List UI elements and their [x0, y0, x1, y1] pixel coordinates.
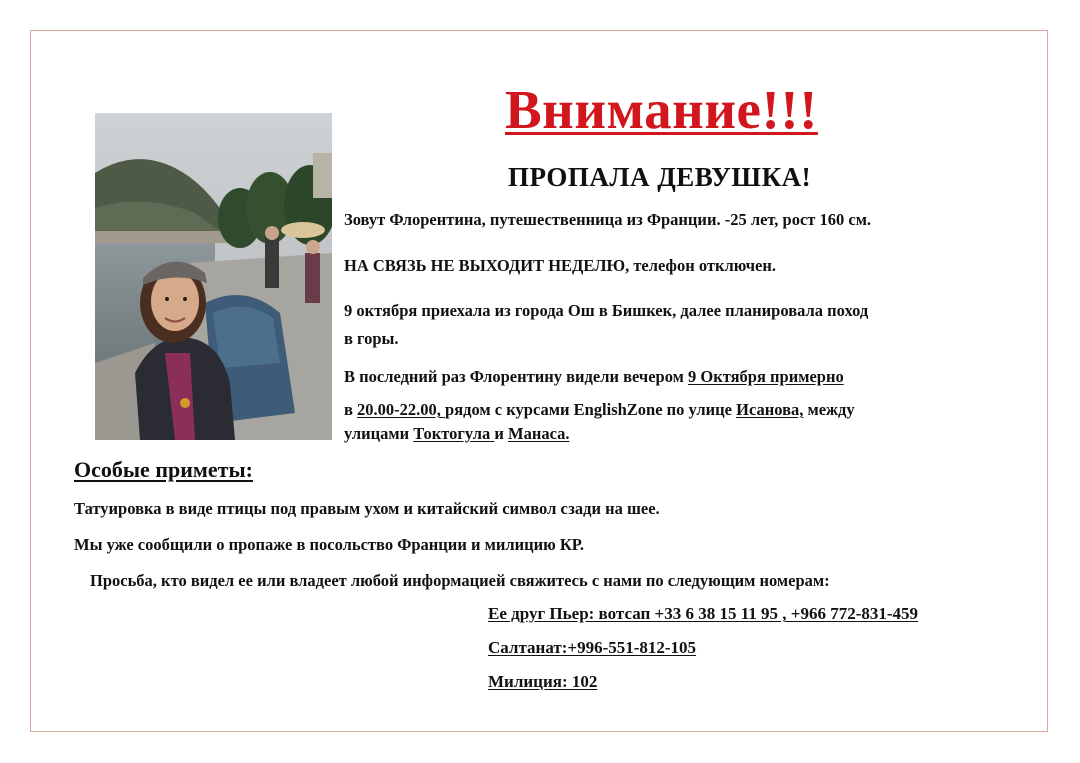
missing-person-photo [95, 113, 332, 440]
last-seen-line2 [344, 400, 855, 420]
last-seen-time: 20.00-22.00, [357, 400, 446, 419]
last-seen-date: 9 Октября примерно [688, 367, 844, 386]
poster-subtitle: ПРОПАЛА ДЕВУШКА! [508, 162, 812, 192]
contact-pierre: Ее друг Пьер: вотсап +33 6 38 15 11 95 , +966 772-831-459 [488, 604, 919, 623]
request-text: Просьба, кто видел ее или владеет любой информацией свяжитесь с нами по следующим номерам: [90, 571, 830, 590]
last-seen-street-manasa: Манаса. [508, 424, 570, 443]
special-marks-text: Татуировка в виде птицы под правым ухом и китайский символ сзади на шее. [74, 499, 660, 518]
last-seen-and: и [494, 424, 508, 443]
last-seen-prefix: в [344, 400, 358, 419]
person-photo-icon [95, 113, 332, 440]
last-seen-streets-prefix: улицами [344, 424, 414, 443]
last-seen-line1 [344, 367, 844, 387]
last-seen-street: Исанова, [736, 400, 804, 419]
last-seen-between: между [803, 400, 855, 419]
contact-saltanat: Салтанат:+996-551-812-105 [488, 638, 697, 657]
arrival-text-line1: 9 октября приехала из города Ош в Бишкек, далее планировала поход [344, 301, 869, 320]
intro-text: Зовут Флорентина, путешественница из Франции. -25 лет, рост 160 см. [344, 210, 872, 229]
last-seen-street-toktogula: Токтогула [413, 424, 495, 443]
no-contact-text: НА СВЯЗЬ НЕ ВЫХОДИТ НЕДЕЛЮ, телефон отключен. [344, 256, 776, 275]
last-seen-line3 [344, 424, 569, 444]
last-seen-location: рядом с курсами EnglishZone по улице [445, 400, 737, 419]
last-seen-text: В последний раз Флорентину видели вечером [344, 367, 689, 386]
poster-title: Внимание!!! [505, 79, 818, 140]
special-marks-heading: Особые приметы: [74, 457, 253, 482]
arrival-text-line2: в горы. [344, 329, 399, 348]
contact-police: Милиция: 102 [488, 672, 598, 691]
reported-text: Мы уже сообщили о пропаже в посольство Франции и милицию КР. [74, 535, 584, 554]
